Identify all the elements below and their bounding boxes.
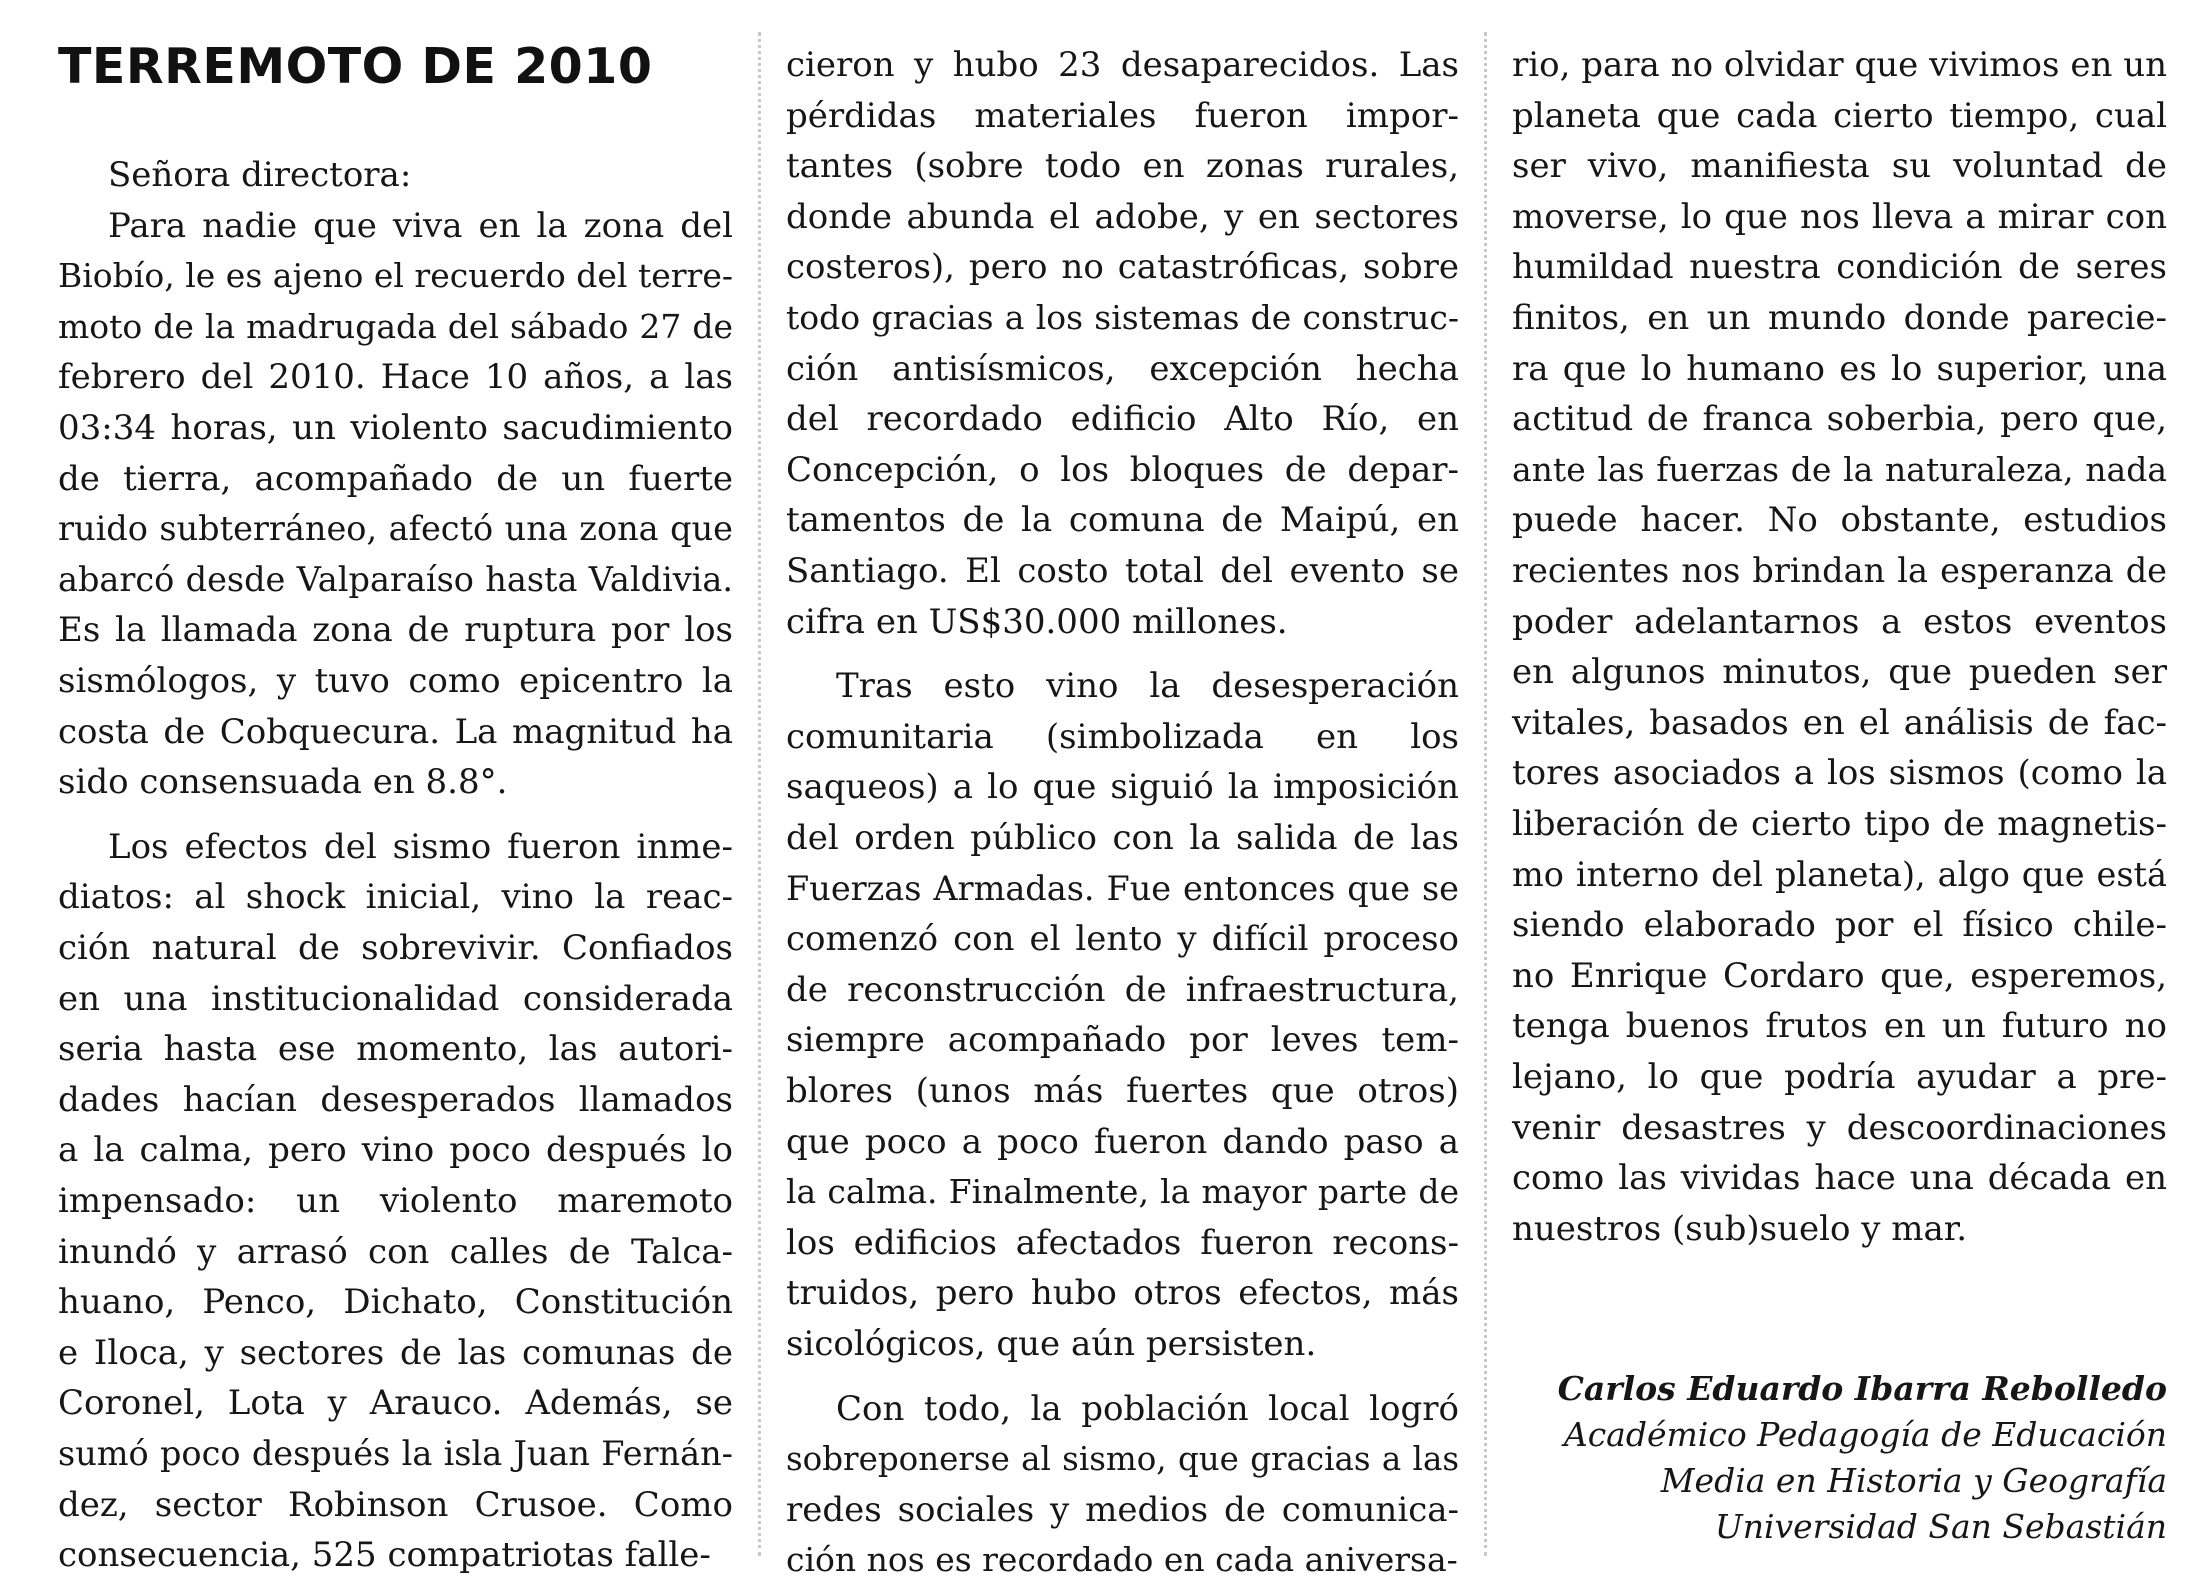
text-line: Biobío, le es ajeno el recuerdo del terre- [58,256,733,295]
text-line: Fuerzas Armadas. Fue entonces que se [786,869,1459,908]
text-line: tantes (sobre todo en zonas rurales, [786,146,1459,186]
text-line: venir desastres y descoordinaciones [1512,1108,2167,1148]
text-line: sobreponerse al sismo, que gracias a las [786,1440,1459,1478]
signature-role-line-2: Media en Historia y Geografía [1660,1461,2167,1500]
text-line: los edificios afectados fueron recons- [786,1223,1459,1263]
text-line: Señora directora: [108,155,412,195]
text-line: actitud de franca soberbia, pero que, [1512,399,2167,439]
text-line: dades hacían desesperados llamados [58,1080,733,1120]
text-line: de reconstrucción de infraestructura, [786,970,1459,1010]
column-1 [58,0,733,1586]
text-line: Concepción, o los bloques de depar- [786,450,1459,490]
text-line: del orden público con la salida de las [786,818,1459,858]
column-3 [1512,0,2167,1586]
text-line: costeros), pero no catastróficas, sobre [786,247,1459,287]
text-line: abarcó desde Valparaíso hasta Valdivia. [58,560,733,599]
text-line: diatos: al shock inicial, vino la reac- [58,877,733,917]
text-line: en una institucionalidad considerada [58,979,733,1019]
text-line: ción antisísmicos, excepción hecha [786,349,1459,389]
text-line: 03:34 horas, un violento sacudimiento [58,408,733,448]
text-line: ante las fuerzas de la naturaleza, nada [1512,450,2167,489]
text-line: comunitaria (simbolizada en los [786,717,1459,757]
text-line: Los efectos del sismo fueron inme- [108,827,733,867]
text-line: sicológicos, que aún persisten. [786,1324,1317,1364]
column-divider-2 [1484,32,1487,1556]
text-line: dez, sector Robinson Crusoe. Como [58,1485,733,1525]
text-line: blores (unos más fuertes que otros) [786,1071,1459,1111]
text-line: tamentos de la comuna de Maipú, en [786,500,1459,540]
text-line: que poco a poco fueron dando paso a [786,1122,1459,1162]
text-line: febrero del 2010. Hace 10 años, a las [58,357,733,397]
signature-role-line-1: Académico Pedagogía de Educación [1563,1415,2167,1454]
text-line: rio, para no olvidar que vivimos en un [1512,45,2167,85]
text-line: moverse, lo que nos lleva a mirar con [1512,197,2167,237]
text-line: sismólogos, y tuvo como epicentro la [58,661,733,701]
text-line: e Iloca, y sectores de las comunas de [58,1333,733,1373]
text-line: planeta que cada cierto tiempo, cual [1512,96,2167,136]
column-2 [786,0,1459,1586]
signature-institution: Universidad San Sebastián [1714,1507,2167,1546]
text-line: tenga buenos frutos en un futuro no [1512,1006,2167,1046]
text-line: en algunos minutos, que pueden ser [1512,652,2167,692]
text-line: no Enrique Cordaro que, esperemos, [1512,956,2167,996]
text-line: Coronel, Lota y Arauco. Además, se [58,1383,733,1423]
text-line: humildad nuestra condición de seres [1512,247,2167,287]
text-line: puede hacer. No obstante, estudios [1512,500,2167,540]
text-line: Tras esto vino la desesperación [836,666,1459,706]
text-line: Santiago. El costo total del evento se [786,551,1459,591]
text-line: vitales, basados en el análisis de fac- [1512,703,2167,743]
text-line: sido consensuada en 8.8°. [58,762,508,802]
text-line: moto de la madrugada del sábado 27 de [58,307,733,346]
text-line: donde abunda el adobe, y en sectores [786,197,1459,237]
text-line: Para nadie que viva en la zona del [108,206,733,246]
text-line: huano, Penco, Dichato, Constitución [58,1282,733,1322]
text-line: consecuencia, 525 compatriotas falle- [58,1535,711,1575]
text-line: como las vividas hace una década en [1512,1158,2167,1198]
column-divider-1 [758,32,761,1556]
text-line: cieron y hubo 23 desaparecidos. Las [786,45,1459,85]
text-line: mo interno del planeta), algo que está [1512,855,2167,894]
text-line: saqueos) a lo que siguió la imposición [786,767,1459,807]
signature-name: Carlos Eduardo Ibarra Rebolledo [1557,1369,2167,1408]
text-line: poder adelantarnos a estos eventos [1512,602,2167,642]
text-line: siendo elaborado por el físico chile- [1512,905,2167,945]
text-line: ser vivo, manifiesta su voluntad de [1512,146,2167,186]
text-line: liberación de cierto tipo de magnetis- [1512,804,2167,844]
text-line: finitos, en un mundo donde parecie- [1512,298,2167,338]
text-line: Con todo, la población local logró [836,1389,1459,1429]
text-line: del recordado edificio Alto Río, en [786,399,1459,439]
text-line: Es la llamada zona de ruptura por los [58,610,733,650]
text-line: cifra en US$30.000 millones. [786,602,1288,642]
text-line: costa de Cobquecura. La magnitud ha [58,712,733,752]
text-line: la calma. Finalmente, la mayor parte de [786,1172,1459,1211]
text-line: ción natural de sobrevivir. Confiados [58,928,733,968]
text-line: ción nos es recordado en cada aniversa- [786,1540,1458,1579]
text-line: ra que lo humano es lo superior, una [1512,349,2167,389]
text-line: nuestros (sub)suelo y mar. [1512,1209,1968,1249]
text-line: pérdidas materiales fueron impor- [786,96,1459,136]
text-line: lejano, lo que podría ayudar a pre- [1512,1057,2167,1097]
text-line: tores asociados a los sismos (como la [1512,753,2167,793]
text-line: ruido subterráneo, afectó una zona que [58,509,733,548]
text-line: seria hasta ese momento, las autori- [58,1029,733,1069]
text-line: comenzó con el lento y difícil proceso [786,919,1459,959]
text-line: recientes nos brindan la esperanza de [1512,551,2167,590]
text-line: truidos, pero hubo otros efectos, más [786,1273,1459,1313]
text-line: redes sociales y medios de comunica- [786,1490,1459,1530]
text-line: de tierra, acompañado de un fuerte [58,459,733,499]
text-line: impensado: un violento maremoto [58,1181,733,1221]
text-line: a la calma, pero vino poco después lo [58,1130,733,1170]
text-line: inundó y arrasó con calles de Talca- [58,1232,733,1272]
text-line: sumó poco después la isla Juan Fernán- [58,1434,733,1473]
article-title: TERREMOTO DE 2010 [58,38,653,95]
text-line: todo gracias a los sistemas de construc- [786,298,1459,337]
text-line: siempre acompañado por leves tem- [786,1020,1459,1060]
